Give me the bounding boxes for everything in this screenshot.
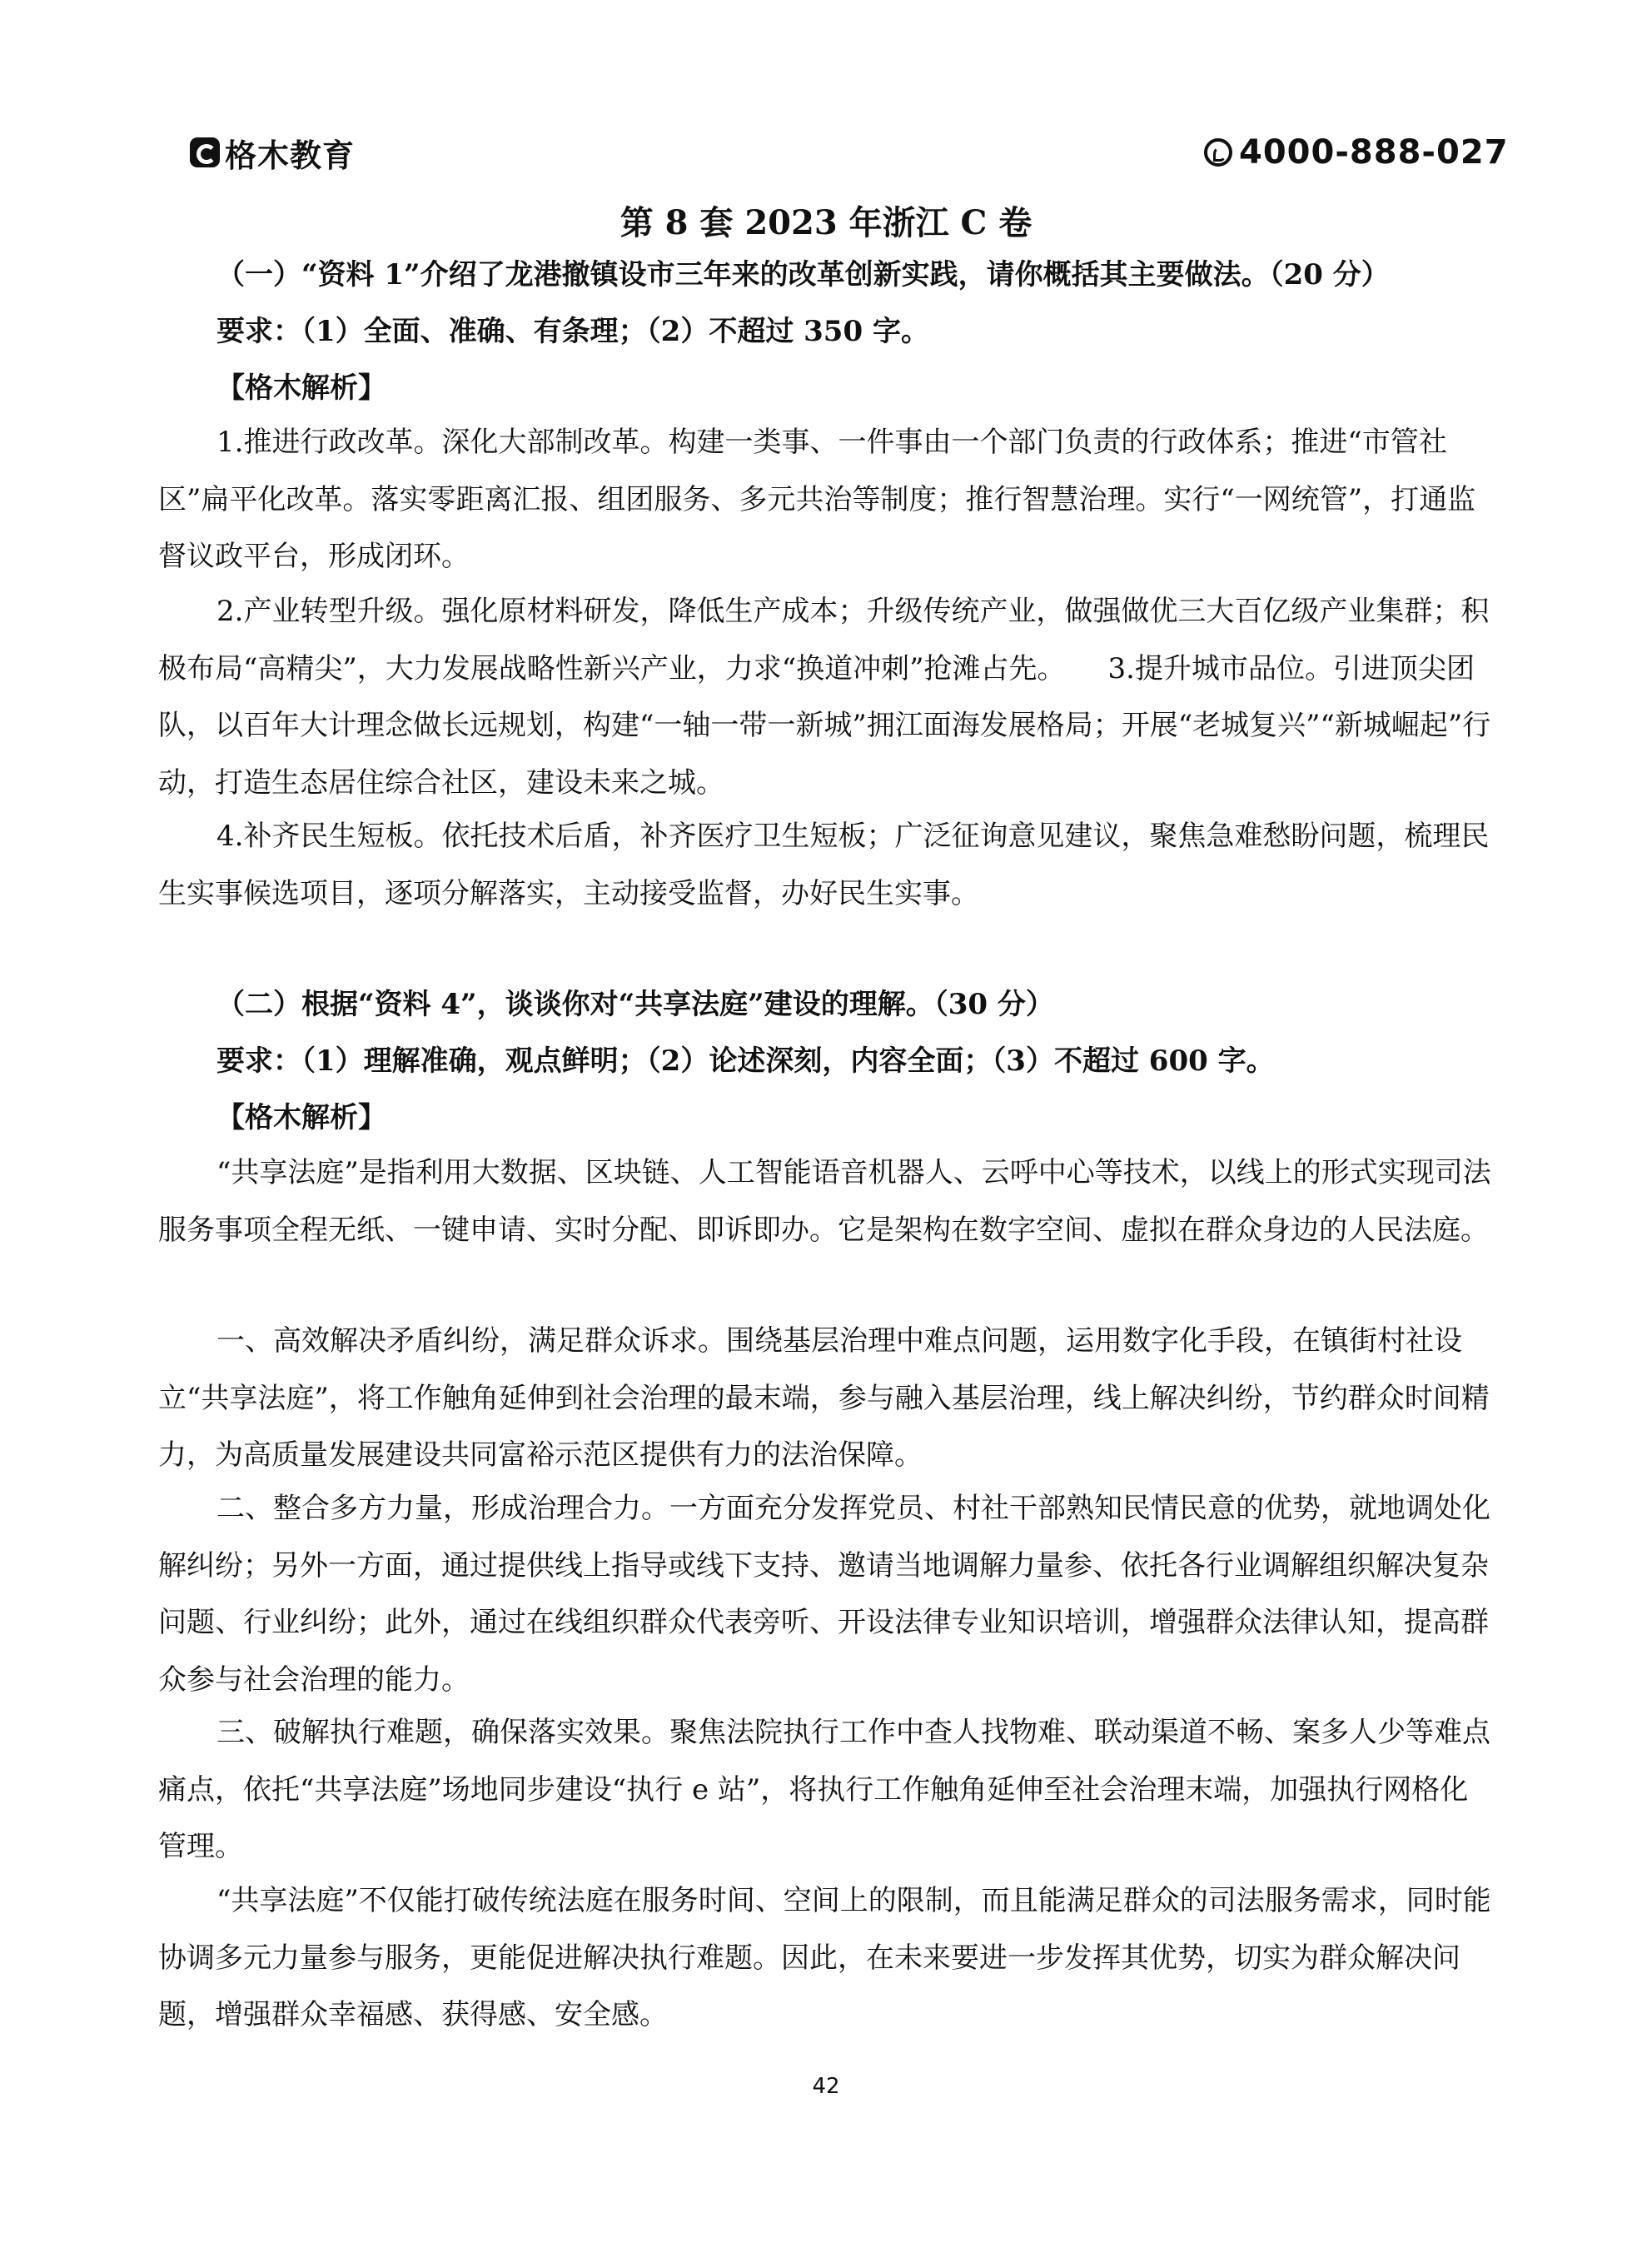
hotline xyxy=(1204,132,1509,173)
q2-point-3: 三、破解执行难题，确保落实效果。聚焦法院执行工作中查人找物难、联动渠道不畅、案多人少等难点痛点，依托“共享法庭”场地同步建设“执行 e 站”，将执行工作触角延伸至社会治理末端，加强执行网格化管理。 xyxy=(158,1716,1490,1863)
q1-point-1: 1.推进行政改革。深化大部制改革。构建一类事、一件事由一个部门负责的行政体系；推进“市管社区”扁平化改革。落实零距离汇报、组团服务、多元共治等制度；推行智慧治理。实行“一网统管”，打通监督议政平台，形成闭环。 xyxy=(158,426,1476,573)
logo-icon xyxy=(190,137,220,167)
page-title: 第 8 套 2023 年浙江 C 卷 xyxy=(620,203,1032,242)
q2-question: （二）根据“资料 4”，谈谈你对“共享法庭”建设的理解。（30 分） xyxy=(216,988,1054,1021)
phone-number: 4000-888-027 xyxy=(1239,133,1509,172)
logo-text: 格木教育 xyxy=(225,137,356,174)
q2-point-2: 二、整合多方力量，形成治理合力。一方面充分发挥党员、村社干部熟知民情民意的优势，就地调处化解纠纷；另外一方面，通过提供线上指导或线下支持、邀请当地调解力量参、依托各行业调解组织解决复杂问题、行业纠纷；此外，通过在线组织群众代表旁听、开设法律专业知识培训，增强群众法律认知，提高群众参与社会治理的能力。 xyxy=(158,1492,1490,1697)
q1-question: （一）“资料 1”介绍了龙港撤镇设市三年来的改革创新实践，请你概括其主要做法。（20 分） xyxy=(216,258,1390,292)
q2-intro: “共享法庭”是指利用大数据、区块链、人工智能语音机器人、云呼中心等技术，以线上的形式实现司法服务事项全程无纸、一键申请、实时分配、即诉即办。它是架构在数字空间、虚拟在群众身边的人民法庭。 xyxy=(158,1156,1491,1247)
page-number: 42 xyxy=(812,2074,840,2099)
brand-logo xyxy=(190,132,355,173)
q2-point-1: 一、高效解决矛盾纠纷，满足群众诉求。围绕基层治理中难点问题，运用数字化手段，在镇街村社设立“共享法庭”，将工作触角延伸到社会治理的最末端，参与融入基层治理，线上解决纠纷，节约群众时间精力，为高质量发展建设共同富裕示范区提供有力的法治保障。 xyxy=(158,1324,1490,1472)
q1-point-2-3: 2.产业转型升级。强化原材料研发，降低生产成本；升级传统产业，做强做优三大百亿级产业集群；积极布局“高精尖”，大力发展战略性新兴产业，力求“换道冲刺”抢滩占先。 3.提升城市品位。引进顶尖团队，以百年大计理念做长远规划，构建“一轴一带一新城”拥江面海发展格局；开展“老城复兴”“新城崛起”行动，打造生态居住综合社区，建设未来之城。 xyxy=(158,595,1491,800)
q2-requirement: 要求：（1）理解准确，观点鲜明；（2）论述深刻，内容全面；（3）不超过 600 字。 xyxy=(216,1044,1275,1078)
q1-analysis-label: 【格木解析】 xyxy=(216,371,386,405)
q2-analysis-label: 【格木解析】 xyxy=(216,1101,386,1134)
q1-requirement: 要求：（1）全面、准确、有条理；（2）不超过 350 字。 xyxy=(216,315,929,348)
q2-conclusion: “共享法庭”不仅能打破传统法庭在服务时间、空间上的限制，而且能满足群众的司法服务需求，同时能协调多元力量参与服务，更能促进解决执行难题。因此，在未来要进一步发挥其优势，切实为群众解决问题，增强群众幸福感、获得感、安全感。 xyxy=(158,1884,1491,2031)
phone-icon xyxy=(1204,138,1232,167)
q1-point-4: 4.补齐民生短板。依托技术后盾，补齐医疗卫生短板；广泛征询意见建议，聚焦急难愁盼问题，梳理民生实事候选项目，逐项分解落实，主动接受监督，办好民生实事。 xyxy=(158,820,1490,910)
